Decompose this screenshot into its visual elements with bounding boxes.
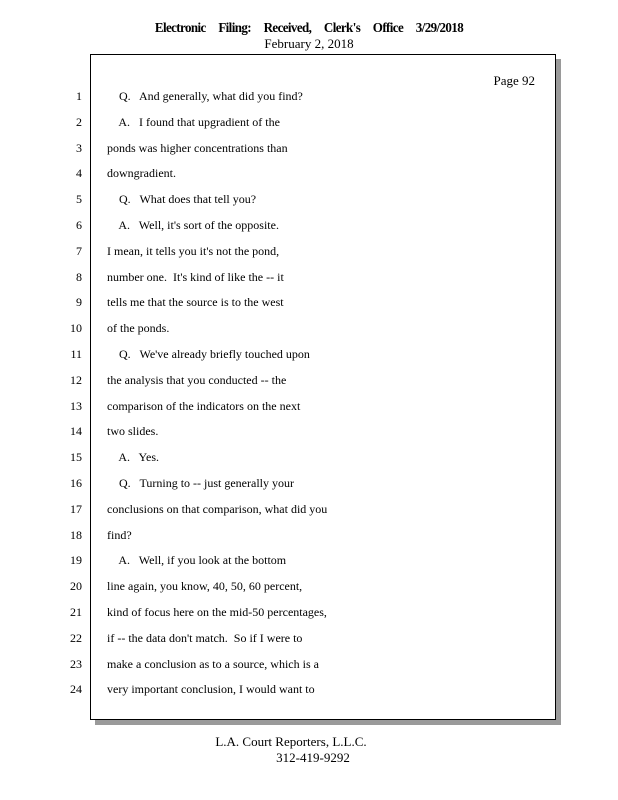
line-number: 22 bbox=[70, 630, 82, 645]
line-text: find? bbox=[107, 527, 132, 542]
line-number: 10 bbox=[70, 321, 82, 336]
line-number: 5 bbox=[76, 192, 82, 207]
line-text: two slides. bbox=[107, 424, 159, 439]
line-text: line again, you know, 40, 50, 60 percent, bbox=[107, 579, 303, 594]
line-number: 6 bbox=[76, 217, 82, 232]
line-text: tells me that the source is to the west bbox=[107, 295, 284, 310]
transcript-line bbox=[0, 657, 560, 683]
page-number: Page 92 bbox=[493, 73, 535, 88]
footer-company: L.A. Court Reporters, L.L.C. bbox=[215, 734, 367, 749]
line-number: 17 bbox=[70, 501, 82, 516]
transcript-lines bbox=[0, 89, 560, 708]
line-number: 4 bbox=[76, 166, 82, 181]
line-text: kind of focus here on the mid-50 percentages, bbox=[107, 604, 327, 619]
line-text: very important conclusion, I would want to bbox=[107, 682, 315, 697]
line-text: conclusions on that comparison, what did you bbox=[107, 501, 328, 516]
transcript-line bbox=[0, 373, 560, 399]
line-number: 18 bbox=[70, 527, 82, 542]
line-text: I mean, it tells you it's not the pond, bbox=[107, 243, 280, 258]
transcript-line bbox=[0, 502, 560, 528]
filing-stamp: Electronic Filing: Received, Clerk's Office 3/29/2018 bbox=[154, 19, 464, 36]
transcript-line bbox=[0, 399, 560, 425]
transcript-line bbox=[0, 553, 560, 579]
line-number: 12 bbox=[70, 372, 82, 387]
line-number: 20 bbox=[70, 579, 82, 594]
line-text: A. Yes. bbox=[107, 450, 160, 465]
transcript-line bbox=[0, 115, 560, 141]
transcript-line bbox=[0, 631, 560, 657]
line-number: 16 bbox=[70, 475, 82, 490]
line-number: 9 bbox=[76, 295, 82, 310]
line-text: A. Well, if you look at the bottom bbox=[107, 553, 287, 568]
transcript-line bbox=[0, 528, 560, 554]
line-text: make a conclusion as to a source, which is a bbox=[107, 656, 319, 671]
line-number: 14 bbox=[70, 424, 82, 439]
transcript-line bbox=[0, 270, 560, 296]
line-text: the analysis that you conducted -- the bbox=[107, 372, 287, 387]
line-text: Q. We've already briefly touched upon bbox=[107, 346, 310, 361]
line-number: 11 bbox=[70, 346, 82, 361]
transcript-line bbox=[0, 218, 560, 244]
filing-date: February 2, 2018 bbox=[264, 36, 354, 51]
line-number: 8 bbox=[76, 269, 82, 284]
transcript-line bbox=[0, 89, 560, 115]
line-number: 13 bbox=[70, 398, 82, 413]
line-number: 15 bbox=[70, 450, 82, 465]
line-text: downgradient. bbox=[107, 166, 176, 181]
footer-phone: 312-419-9292 bbox=[276, 750, 350, 765]
transcript-line bbox=[0, 141, 560, 167]
transcript-line bbox=[0, 579, 560, 605]
line-text: Q. What does that tell you? bbox=[107, 192, 257, 207]
transcript-line bbox=[0, 347, 560, 373]
line-text: Q. Turning to -- just generally your bbox=[107, 475, 294, 490]
line-text: ponds was higher concentrations than bbox=[107, 140, 288, 155]
line-number: 3 bbox=[76, 140, 82, 155]
line-number: 21 bbox=[70, 604, 82, 619]
line-text: Q. And generally, what did you find? bbox=[107, 89, 303, 103]
transcript-line bbox=[0, 192, 560, 218]
transcript-line bbox=[0, 166, 560, 192]
line-text: if -- the data don't match. So if I were to bbox=[107, 630, 303, 645]
line-text: number one. It's kind of like the -- it bbox=[107, 269, 284, 284]
line-text: A. I found that upgradient of the bbox=[107, 114, 280, 129]
transcript-line bbox=[0, 476, 560, 502]
transcript-line bbox=[0, 244, 560, 270]
transcript-line bbox=[0, 321, 560, 347]
line-number: 7 bbox=[76, 243, 82, 258]
line-text: comparison of the indicators on the next bbox=[107, 398, 301, 413]
line-number: 19 bbox=[70, 553, 82, 568]
transcript-line bbox=[0, 450, 560, 476]
line-text: of the ponds. bbox=[107, 321, 170, 336]
line-text: A. Well, it's sort of the opposite. bbox=[107, 217, 279, 232]
transcript-line bbox=[0, 682, 560, 708]
line-number: 2 bbox=[76, 114, 82, 129]
line-number: 23 bbox=[70, 656, 82, 671]
line-number: 24 bbox=[70, 682, 82, 697]
line-number: 1 bbox=[76, 89, 82, 103]
transcript-line bbox=[0, 605, 560, 631]
transcript-line bbox=[0, 295, 560, 321]
transcript-line bbox=[0, 424, 560, 450]
